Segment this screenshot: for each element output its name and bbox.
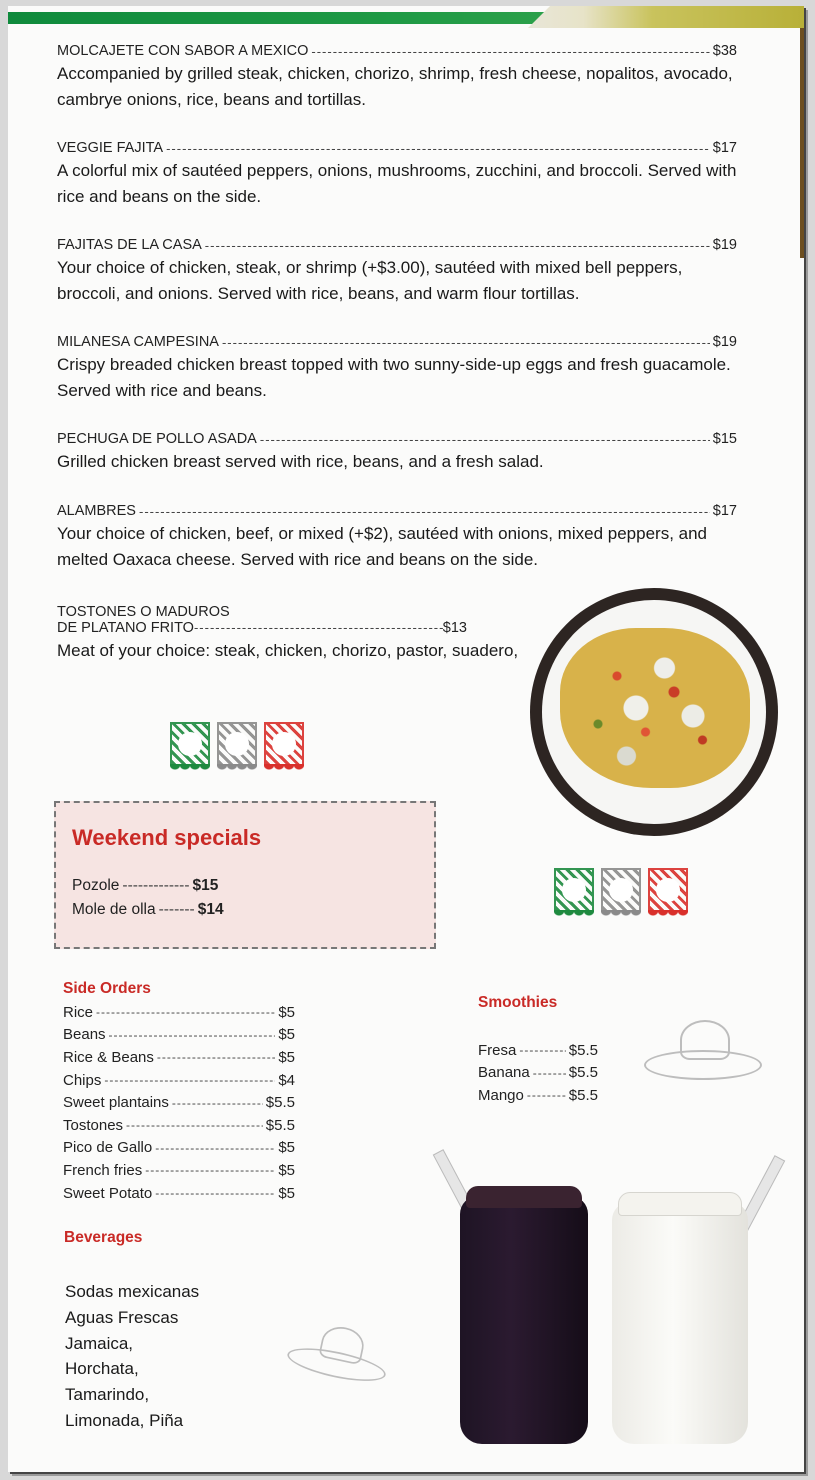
list-item: Chips ----- $4 bbox=[63, 1069, 295, 1092]
list-item: Fresa ----- $5.5 bbox=[478, 1039, 598, 1062]
list-item: French fries ----- $5 bbox=[63, 1159, 295, 1182]
item-description: Grilled chicken breast served with rice, beans, and a fresh salad. bbox=[57, 452, 544, 471]
leader-dots bbox=[139, 504, 710, 519]
item-name: MOLCAJETE CON SABOR A MEXICO bbox=[57, 43, 309, 59]
list-item: Tamarindo, bbox=[65, 1385, 150, 1405]
weekend-specials-box bbox=[54, 801, 436, 949]
list-item: Tostones ----- $5.5 bbox=[63, 1114, 295, 1137]
item-description: A colorful mix of sautéed peppers, onions, mushrooms, zucchini, and broccoli. Served with rice and beans on the side. bbox=[57, 161, 737, 206]
smoothies-list bbox=[478, 1039, 598, 1107]
leader-dots bbox=[194, 620, 443, 636]
list-item: Jamaica, bbox=[65, 1333, 134, 1353]
side-orders-title: Side Orders bbox=[63, 980, 151, 997]
jamaica-jar-image bbox=[460, 1196, 588, 1444]
special-name: Mole de olla bbox=[72, 901, 156, 918]
papel-picado-icon bbox=[554, 868, 688, 920]
menu-item-alambres bbox=[57, 503, 737, 573]
leader-dots bbox=[166, 141, 710, 156]
list-item: Sodas mexicanas bbox=[65, 1282, 200, 1301]
list-item: Aguas Frescas bbox=[65, 1307, 179, 1327]
item-name: MILANESA CAMPESINA bbox=[57, 334, 219, 350]
special-name: Pozole bbox=[72, 877, 120, 894]
top-color-band bbox=[8, 6, 804, 28]
papel-picado-white-icon bbox=[601, 868, 641, 920]
special-price: $14 bbox=[197, 901, 224, 918]
item-name: VEGGIE FAJITA bbox=[57, 140, 164, 156]
leader-dots: ------- bbox=[158, 901, 195, 918]
list-item: Limonada, Piña bbox=[65, 1410, 184, 1430]
special-item bbox=[72, 877, 218, 895]
item-description: Your choice of chicken, steak, or shrimp (+$3.00), sautéed with mixed bell peppers, broccoli, and onions. Served with rice, beans, and warm flour tortillas. bbox=[57, 258, 683, 303]
list-item: Banana ----- $5.5 bbox=[478, 1062, 598, 1085]
tostones-plate-image bbox=[530, 588, 778, 836]
list-item: Pico de Gallo ----- $5 bbox=[63, 1137, 295, 1160]
papel-picado-red-icon bbox=[648, 868, 688, 920]
item-price: $19 bbox=[712, 237, 737, 253]
menu-item-tostones bbox=[57, 604, 547, 664]
smoothies-title: Smoothies bbox=[478, 994, 558, 1011]
item-description: Your choice of chicken, beef, or mixed (+$2), sautéed with onions, mixed peppers, and melted Oaxaca cheese. Served with rice and beans on the side. bbox=[57, 524, 708, 569]
leader-dots bbox=[311, 44, 709, 59]
item-price: $17 bbox=[712, 140, 737, 156]
item-price: $17 bbox=[712, 503, 737, 519]
menu-item-veggie-fajita bbox=[57, 140, 737, 210]
side-orders-list bbox=[63, 1001, 295, 1204]
item-description: Meat of your choice: steak, chicken, chorizo, pastor, suadero, bbox=[57, 641, 519, 660]
list-item: Rice ----- $5 bbox=[63, 1001, 295, 1024]
papel-picado-icon bbox=[170, 722, 304, 774]
special-price: $15 bbox=[192, 877, 219, 894]
list-item: Rice & Beans ----- $5 bbox=[63, 1046, 295, 1069]
page-edge bbox=[800, 28, 804, 258]
list-item: Beans ----- $5 bbox=[63, 1024, 295, 1047]
item-name: FAJITAS DE LA CASA bbox=[57, 237, 202, 253]
menu-item-milanesa-campesina bbox=[57, 334, 737, 404]
special-item bbox=[72, 901, 224, 919]
sombrero-icon bbox=[284, 1313, 394, 1392]
menu-item-molcajete bbox=[57, 43, 737, 113]
menu-item-fajitas-de-la-casa bbox=[57, 237, 737, 307]
leader-dots bbox=[205, 238, 710, 253]
leader-dots bbox=[260, 432, 710, 447]
papel-picado-green-icon bbox=[554, 868, 594, 920]
menu-page bbox=[8, 6, 804, 1472]
item-description: Crispy breaded chicken breast topped with two sunny-side-up eggs and fresh guacamole. Served with rice and beans. bbox=[57, 355, 731, 400]
item-description: Accompanied by grilled steak, chicken, chorizo, shrimp, fresh cheese, nopalitos, avocado, cambrye onions, rice, beans and tortillas. bbox=[57, 64, 733, 109]
item-name-line2: DE PLATANO FRITO bbox=[57, 620, 194, 636]
list-item: Sweet Potato ----- $5 bbox=[63, 1182, 295, 1205]
list-item: Sweet plantains ----- $5.5 bbox=[63, 1091, 295, 1114]
horchata-jar-image bbox=[612, 1202, 748, 1444]
item-name: PECHUGA DE POLLO ASADA bbox=[57, 431, 257, 447]
papel-picado-white-icon bbox=[217, 722, 257, 774]
list-item: Mango ----- $5.5 bbox=[478, 1084, 598, 1107]
leader-dots bbox=[222, 335, 710, 350]
papel-picado-green-icon bbox=[170, 722, 210, 774]
item-price: $19 bbox=[712, 334, 737, 350]
item-price: $38 bbox=[712, 43, 737, 59]
papel-picado-red-icon bbox=[264, 722, 304, 774]
item-name: ALAMBRES bbox=[57, 503, 136, 519]
sombrero-icon bbox=[644, 1016, 762, 1086]
menu-item-pechuga-de-pollo bbox=[57, 431, 737, 475]
item-price: $13 bbox=[442, 620, 467, 636]
specials-title: Weekend specials bbox=[72, 825, 262, 850]
list-item: Horchata, bbox=[65, 1359, 139, 1379]
beverages-title: Beverages bbox=[64, 1229, 143, 1246]
leader-dots: ------------- bbox=[122, 877, 190, 894]
item-name-line1: TOSTONES O MADUROS bbox=[57, 604, 230, 620]
beverages-list bbox=[65, 1279, 199, 1434]
item-price: $15 bbox=[712, 431, 737, 447]
